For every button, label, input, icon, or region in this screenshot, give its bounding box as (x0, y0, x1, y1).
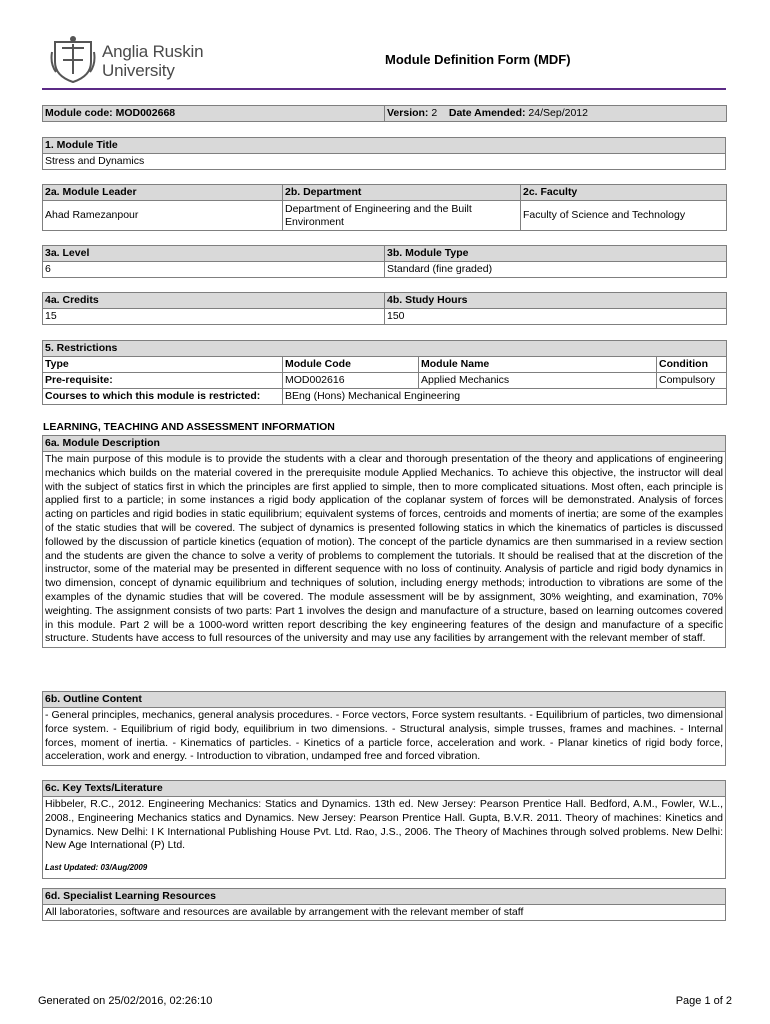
faculty-label: 2c. Faculty (521, 185, 727, 201)
restricted-courses-label: Courses to which this module is restricted: (43, 389, 283, 405)
learning-resources-text: All laboratories, software and resources are available by arrangement with the relevant member of staff (43, 905, 726, 921)
module-title-label: 1. Module Title (43, 138, 726, 154)
generated-timestamp: Generated on 25/02/2016, 02:26:10 (38, 995, 213, 1007)
prerequisite-label: Pre-requisite: (43, 373, 283, 389)
prerequisite-code: MOD002616 (283, 373, 419, 389)
level-label: 3a. Level (43, 246, 385, 262)
restrictions-header-condition: Condition (657, 357, 727, 373)
module-code-label: Module code: (45, 107, 113, 119)
restrictions-label: 5. Restrictions (43, 341, 727, 357)
key-texts-cell (43, 797, 726, 879)
version-label: Version: (387, 107, 429, 119)
credits-value: 15 (43, 309, 385, 325)
level-value: 6 (43, 262, 385, 278)
study-hours-value: 150 (385, 309, 727, 325)
outline-content-label: 6b. Outline Content (43, 692, 726, 708)
level-table (42, 245, 727, 278)
department-value: Department of Engineering and the Built Environment (283, 201, 521, 231)
header-divider (42, 88, 726, 90)
key-texts-text: Hibbeler, R.C., 2012. Engineering Mechanics: Statics and Dynamics. 13th ed. New Jersey: Pearson Prentice Hall. Bedford, A.M., Fowler, W.L., 2008., Engineering Mechanics statics and Dynamics. New Jersey: Pearson Prentice Hall. Gupta, B.V.R. 2011. Theory of machines: Kinetics and Dynamics. New Delhi: I K International Publishing House Pvt. Ltd. Rao, J.S., 2006. The Theory of Machines through solved problems. New Delhi: New Age International (P) Ltd. (45, 798, 723, 852)
module-type-value: Standard (fine graded) (385, 262, 727, 278)
credits-table (42, 292, 727, 325)
module-title-value: Stress and Dynamics (43, 154, 726, 170)
logo-text-line2: University (102, 61, 175, 80)
page-number: Page 1 of 2 (675, 995, 732, 1007)
module-code-cell (43, 106, 385, 122)
module-description-text: The main purpose of this module is to provide the students with a clear and thorough presentation of the theory and applications of engineering mechanics which builds on the material covered in the prerequisite module Applied Mechanics. To achieve this objective, the instructor will deal with the subject of statics first in which the principles are first applied to simple, then to more complicated situations. Most often, each principle is applied first to a particle; in some instances a rigid body application of the coplanar system of forces will be demonstrated. Analysis of forces acting on particles and rigid bodies in static equilibrium; equivalent systems of forces, centroids and moments of inertia; are some of the examples of the static studies that will be covered. The subject of dynamics is presented following statics in which the kinematics of particles is discussed followed by the discussion of particle kinetics (equation of motion). The concept of the particle dynamics are then summarised in a review section and the students are given the chance to solve a verity of problems to complement the tutorials. It should be realised that at the discretion of the instructor, some of the material may be presented in different sequence with no loss of continuity. Analysis of particle and rigid body dynamics in two dimension, concept of dynamic equilibrium and techniques of solution, including energy methods; introduction to vibrations are some of the examples of the dynamic studies that will be covered. The module assessment will be by assignment, 30% weighting, and examination, 70% weighting. The assignment consists of two parts: Part 1 involves the design and manufacture of a structure, based on learning outcomes covered in this module. Part 2 will be a 1000-word written report describing the key engineering features of the design and manufacture of a specific structure. Students have access to full resources of the university and may use any facilities by arrangement with the relevant member of staff. (43, 452, 726, 648)
crest-icon (50, 34, 96, 84)
module-title-table (42, 137, 726, 170)
learning-resources-label: 6d. Specialist Learning Resources (43, 889, 726, 905)
outline-content-table (42, 691, 726, 766)
restrictions-table (42, 340, 727, 405)
prerequisite-name: Applied Mechanics (419, 373, 657, 389)
key-texts-label: 6c. Key Texts/Literature (43, 781, 726, 797)
module-type-label: 3b. Module Type (385, 246, 727, 262)
module-code-value: MOD002668 (115, 107, 176, 119)
university-logo (50, 34, 210, 84)
module-leader-value: Ahad Ramezanpour (43, 201, 283, 231)
module-leader-label: 2a. Module Leader (43, 185, 283, 201)
credits-label: 4a. Credits (43, 293, 385, 309)
logo-text-line1: Anglia Ruskin (102, 42, 204, 61)
document-title: Module Definition Form (MDF) (385, 52, 571, 67)
lta-section-caption: LEARNING, TEACHING AND ASSESSMENT INFORMATION (43, 421, 335, 433)
version-value: 2 (431, 107, 438, 119)
study-hours-label: 4b. Study Hours (385, 293, 727, 309)
outline-content-text: - General principles, mechanics, general analysis procedures. - Force vectors, Force system resultants. - Equilibrium of particles, two dimensional force system. - Equilibrium of rigid body, equilibrium in two dimensions. - Structural analysis, simple trusses, frames and machines. - Internal forces, moment of inertia. - Kinematics of particles. - Kinetics of a particle force, acceleration and work. - Planar kinetics of rigid body force, acceleration, work and energy. - Introduction to vibration, undamped free and forced vibration. (43, 708, 726, 766)
restrictions-header-type: Type (43, 357, 283, 373)
restricted-courses-value: BEng (Hons) Mechanical Engineering (283, 389, 727, 405)
faculty-value: Faculty of Science and Technology (521, 201, 727, 231)
module-description-label: 6a. Module Description (43, 436, 726, 452)
version-cell (385, 106, 727, 122)
restrictions-header-code: Module Code (283, 357, 419, 373)
prerequisite-condition: Compulsory (657, 373, 727, 389)
last-updated-note: Last Updated: 03/Aug/2009 (45, 863, 148, 873)
date-amended-label: Date Amended: (448, 107, 526, 119)
restrictions-header-name: Module Name (419, 357, 657, 373)
department-label: 2b. Department (283, 185, 521, 201)
key-texts-table (42, 780, 726, 879)
module-description-table (42, 435, 726, 648)
module-leader-table (42, 184, 727, 231)
date-amended-value: 24/Sep/2012 (528, 107, 588, 119)
module-meta-table (42, 105, 727, 122)
learning-resources-table (42, 888, 726, 921)
